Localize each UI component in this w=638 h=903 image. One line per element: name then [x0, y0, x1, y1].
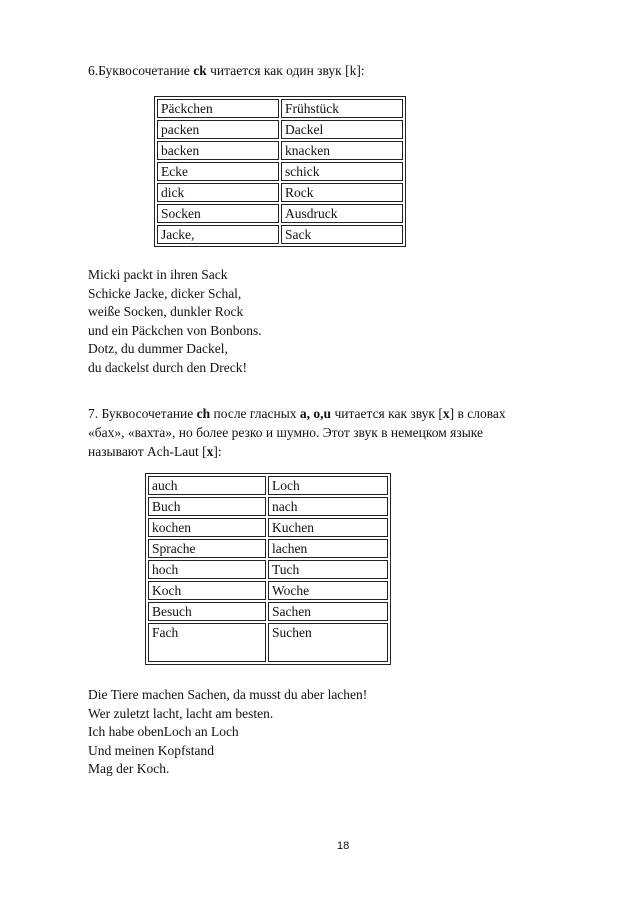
- poem-line: weiße Socken, dunkler Rock: [88, 304, 244, 319]
- section6-table-cell: Socken: [157, 204, 279, 223]
- section7-intro-line1: [88, 405, 506, 423]
- section7-table-cell: Woche: [268, 581, 388, 600]
- section6-table-cell: Ecke: [157, 162, 279, 181]
- poem-line: Wer zuletzt lacht, lacht am besten.: [88, 705, 274, 721]
- section7-table-cell: Besuch: [148, 602, 266, 621]
- section7-table-cell: Suchen: [268, 623, 388, 662]
- poem-line: Dotz, du dummer Dackel,: [88, 341, 228, 356]
- poem-line: Und meinen Kopfstand: [88, 742, 214, 758]
- section7-table-row: [148, 518, 388, 537]
- section7-line1-pre: 7. Буквосочетание: [88, 406, 197, 421]
- section7-table-cell: Fach: [148, 623, 266, 662]
- section7-table-cell: hoch: [148, 560, 266, 579]
- page-number: 18: [337, 840, 350, 852]
- section7-line3-post: ]:: [213, 444, 222, 459]
- section6-table-row: [157, 183, 403, 202]
- section7-intro-line3: [88, 443, 222, 461]
- section7-table-cell: Sachen: [268, 602, 388, 621]
- section7-word-table: [145, 473, 391, 665]
- section6-heading-bold: ck: [193, 63, 207, 78]
- section7-table-row: [148, 581, 388, 600]
- section7-table-row: [148, 476, 388, 495]
- section7-line1-post: ] в словах: [449, 406, 506, 421]
- section6-table-row: [157, 141, 403, 160]
- section6-table-cell: knacken: [281, 141, 403, 160]
- section7-line1-bold3: x: [442, 406, 450, 421]
- section6-table-cell: dick: [157, 183, 279, 202]
- section7-table-cell: auch: [148, 476, 266, 495]
- section6-table-cell: schick: [281, 162, 403, 181]
- section6-table-cell: Rock: [281, 183, 403, 202]
- section6-table-row: [157, 162, 403, 181]
- section6-table-cell: Ausdruck: [281, 204, 403, 223]
- poem-line: Micki packt in ihren Sack: [88, 267, 228, 282]
- section7-table-cell: Sprache: [148, 539, 266, 558]
- section7-line1-bold2: a, o,u: [299, 406, 332, 421]
- section6-table-cell: Päckchen: [157, 99, 279, 118]
- section6-table-row: [157, 120, 403, 139]
- section7-table-cell: Buch: [148, 497, 266, 516]
- section6-heading-post: читается как один звук [k]:: [206, 63, 365, 78]
- section7-table-row: [148, 602, 388, 621]
- section7-table-row: [148, 560, 388, 579]
- section7-line1-mid2: читается как звук [: [331, 406, 443, 421]
- section7-line3-bold: x: [206, 444, 214, 459]
- section7-table-cell: Kuchen: [268, 518, 388, 537]
- section6-table-row: [157, 225, 403, 244]
- section6-table-cell: Frühstück: [281, 99, 403, 118]
- poem-line: und ein Päckchen von Bonbons.: [88, 322, 262, 338]
- poem-line: Ich habe obenLoch an Loch: [88, 724, 239, 739]
- section7-table-cell: lachen: [268, 539, 388, 558]
- section6-table-row: [157, 204, 403, 223]
- section6-heading-pre: 6.Буквосочетание: [88, 63, 194, 78]
- section7-table-cell: Loch: [268, 476, 388, 495]
- section7-line1-bold1: ch: [196, 406, 211, 421]
- section6-table-cell: packen: [157, 120, 279, 139]
- poem-line: Mag der Koch.: [88, 761, 170, 776]
- section6-table-cell: Dackel: [281, 120, 403, 139]
- poem-line: du dackelst durch den Dreck!: [88, 359, 247, 375]
- section7-table-row: [148, 497, 388, 516]
- poem-line: Schicke Jacke, dicker Schal,: [88, 285, 242, 301]
- section6-table-cell: backen: [157, 141, 279, 160]
- section7-table-cell: nach: [268, 497, 388, 516]
- section6-table-cell: Sack: [281, 225, 403, 244]
- section6-heading: [88, 62, 365, 80]
- section7-intro-line2: «бах», «вахта», но более резко и шумно. Этот звук в немецком языке: [88, 425, 483, 440]
- section7-table-cell: Koch: [148, 581, 266, 600]
- section7-table-cell: Tuch: [268, 560, 388, 579]
- section6-table-cell: Jacke,: [157, 225, 279, 244]
- section7-line3-pre: называют Ach-Laut [: [88, 444, 207, 459]
- section6-table-row: [157, 99, 403, 118]
- poem-line: Die Tiere machen Sachen, da musst du aber lachen!: [88, 687, 368, 702]
- section7-line1-mid: после гласных: [210, 406, 300, 421]
- section7-table-cell: kochen: [148, 518, 266, 537]
- section7-table-row: [148, 623, 388, 662]
- section7-table-row: [148, 539, 388, 558]
- section6-word-table: [154, 96, 406, 247]
